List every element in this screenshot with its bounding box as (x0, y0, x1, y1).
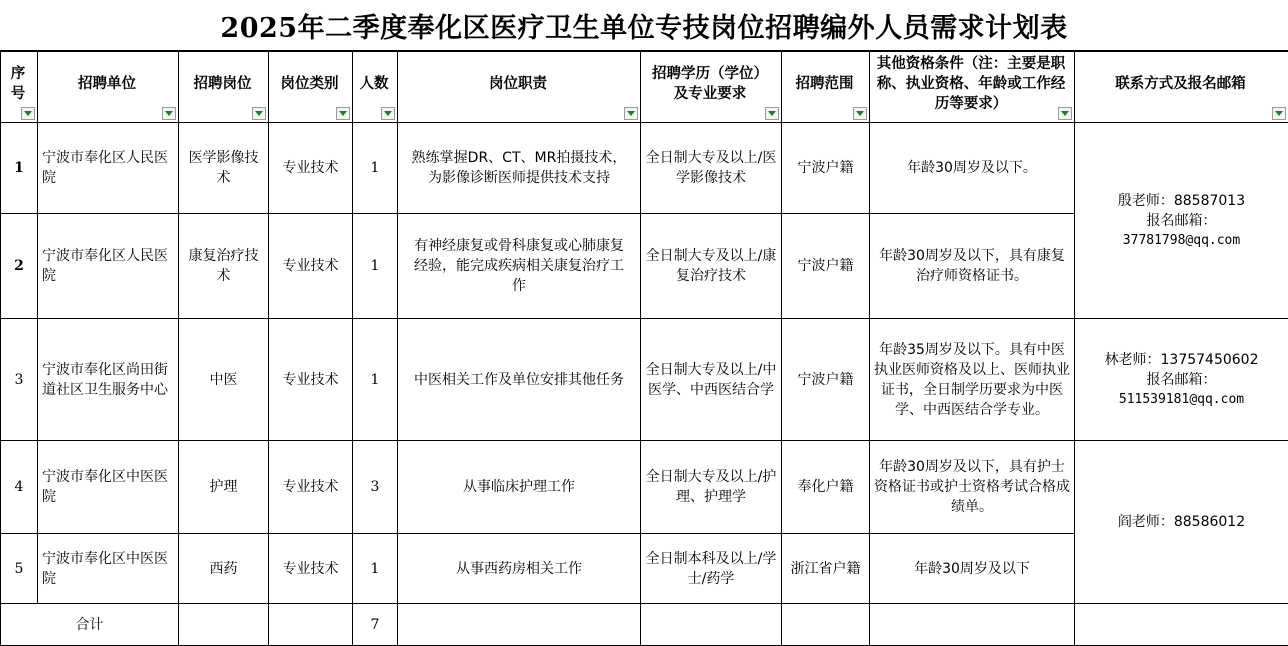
cell-contact[interactable] (1075, 319, 1288, 441)
cell-unit[interactable]: 宁波市奉化区人民医院 (38, 214, 179, 319)
cell-category[interactable]: 专业技术 (269, 319, 353, 441)
filter-dropdown-icon[interactable] (1272, 107, 1286, 120)
cell-category[interactable]: 专业技术 (269, 441, 353, 534)
cell-category[interactable]: 专业技术 (269, 214, 353, 319)
cell-count[interactable]: 1 (353, 534, 398, 604)
filter-dropdown-icon[interactable] (624, 107, 638, 120)
cell-education[interactable]: 全日制本科及以上/学士/药学 (641, 534, 782, 604)
filter-dropdown-icon[interactable] (1058, 107, 1072, 120)
table-row (1, 441, 1288, 534)
cell-contact[interactable] (1075, 123, 1288, 319)
cell-other[interactable]: 年龄30周岁及以下，具有康复治疗师资格证书。 (870, 214, 1075, 319)
cell-count[interactable]: 1 (353, 123, 398, 214)
cell-scope[interactable]: 浙江省户籍 (782, 534, 870, 604)
contact-email-label: 报名邮箱： (1079, 211, 1284, 231)
contact-teacher: 阎老师：88586012 (1079, 512, 1284, 532)
filter-dropdown-icon[interactable] (21, 107, 35, 120)
contact-email: 511539181@qq.com (1079, 390, 1284, 410)
contact-teacher: 殷老师：88587013 (1079, 191, 1284, 211)
filter-dropdown-icon[interactable] (381, 107, 395, 120)
header-cell-seq[interactable]: 序号 (1, 52, 38, 123)
cell-empty[interactable] (641, 604, 782, 646)
table-row (1, 123, 1288, 214)
cell-seq[interactable]: 5 (1, 534, 38, 604)
header-cell-contact[interactable]: 联系方式及报名邮箱 (1075, 52, 1288, 123)
header-cell-scope[interactable]: 招聘范围 (782, 52, 870, 123)
cell-unit[interactable]: 宁波市奉化区中医医院 (38, 441, 179, 534)
cell-other[interactable]: 年龄30周岁及以下 (870, 534, 1075, 604)
cell-position[interactable]: 西药 (179, 534, 269, 604)
header-row (1, 52, 1288, 123)
cell-empty[interactable] (1075, 604, 1288, 646)
cell-duty[interactable]: 从事临床护理工作 (398, 441, 641, 534)
cell-seq[interactable]: 4 (1, 441, 38, 534)
cell-scope[interactable]: 宁波户籍 (782, 319, 870, 441)
cell-empty[interactable] (782, 604, 870, 646)
cell-contact[interactable] (1075, 441, 1288, 604)
cell-empty[interactable] (269, 604, 353, 646)
cell-position[interactable]: 中医 (179, 319, 269, 441)
cell-education[interactable]: 全日制大专及以上/康复治疗技术 (641, 214, 782, 319)
header-cell-unit[interactable]: 招聘单位 (38, 52, 179, 123)
header-cell-education[interactable]: 招聘学历（学位）及专业要求 (641, 52, 782, 123)
filter-dropdown-icon[interactable] (162, 107, 176, 120)
total-row (1, 604, 1288, 646)
cell-category[interactable]: 专业技术 (269, 123, 353, 214)
cell-duty[interactable]: 中医相关工作及单位安排其他任务 (398, 319, 641, 441)
cell-position[interactable]: 康复治疗技术 (179, 214, 269, 319)
cell-empty[interactable] (870, 604, 1075, 646)
cell-education[interactable]: 全日制大专及以上/护理、护理学 (641, 441, 782, 534)
cell-count[interactable]: 3 (353, 441, 398, 534)
cell-count[interactable]: 1 (353, 319, 398, 441)
cell-scope[interactable]: 宁波户籍 (782, 214, 870, 319)
filter-dropdown-icon[interactable] (853, 107, 867, 120)
contact-teacher: 林老师：13757450602 (1079, 350, 1284, 370)
cell-empty[interactable] (179, 604, 269, 646)
cell-seq[interactable]: 1 (1, 123, 38, 214)
header-cell-other[interactable]: 其他资格条件（注：主要是职称、执业资格、年龄或工作经历等要求） (870, 52, 1075, 123)
cell-unit[interactable]: 宁波市奉化区尚田街道社区卫生服务中心 (38, 319, 179, 441)
cell-total-count[interactable]: 7 (353, 604, 398, 646)
recruitment-table (0, 51, 1288, 646)
filter-dropdown-icon[interactable] (765, 107, 779, 120)
cell-education[interactable]: 全日制大专及以上/医学影像技术 (641, 123, 782, 214)
header-cell-category[interactable]: 岗位类别 (269, 52, 353, 123)
cell-seq[interactable]: 3 (1, 319, 38, 441)
header-cell-position[interactable]: 招聘岗位 (179, 52, 269, 123)
cell-total-label[interactable]: 合计 (1, 604, 179, 646)
cell-duty[interactable]: 熟练掌握DR、CT、MR拍摄技术，为影像诊断医师提供技术支持 (398, 123, 641, 214)
cell-seq[interactable]: 2 (1, 214, 38, 319)
contact-email: 37781798@qq.com (1079, 231, 1284, 251)
cell-other[interactable]: 年龄30周岁及以下。 (870, 123, 1075, 214)
cell-unit[interactable]: 宁波市奉化区中医医院 (38, 534, 179, 604)
sheet-title: 2025年二季度奉化区医疗卫生单位专技岗位招聘编外人员需求计划表 (0, 0, 1288, 51)
cell-position[interactable]: 医学影像技术 (179, 123, 269, 214)
cell-education[interactable]: 全日制大专及以上/中医学、中西医结合学 (641, 319, 782, 441)
cell-scope[interactable]: 奉化户籍 (782, 441, 870, 534)
cell-category[interactable]: 专业技术 (269, 534, 353, 604)
cell-count[interactable]: 1 (353, 214, 398, 319)
cell-unit[interactable]: 宁波市奉化区人民医院 (38, 123, 179, 214)
cell-scope[interactable]: 宁波户籍 (782, 123, 870, 214)
cell-other[interactable]: 年龄35周岁及以下。具有中医执业医师资格及以上、医师执业证书，全日制学历要求为中医学、中西医结合学专业。 (870, 319, 1075, 441)
contact-email-label: 报名邮箱： (1079, 370, 1284, 390)
cell-duty[interactable]: 从事西药房相关工作 (398, 534, 641, 604)
cell-position[interactable]: 护理 (179, 441, 269, 534)
table-row (1, 319, 1288, 441)
header-cell-count[interactable]: 人数 (353, 52, 398, 123)
cell-empty[interactable] (398, 604, 641, 646)
cell-duty[interactable]: 有神经康复或骨科康复或心肺康复经验，能完成疾病相关康复治疗工作 (398, 214, 641, 319)
cell-other[interactable]: 年龄30周岁及以下，具有护士资格证书或护士资格考试合格成绩单。 (870, 441, 1075, 534)
header-cell-duty[interactable]: 岗位职责 (398, 52, 641, 123)
filter-dropdown-icon[interactable] (336, 107, 350, 120)
filter-dropdown-icon[interactable] (252, 107, 266, 120)
